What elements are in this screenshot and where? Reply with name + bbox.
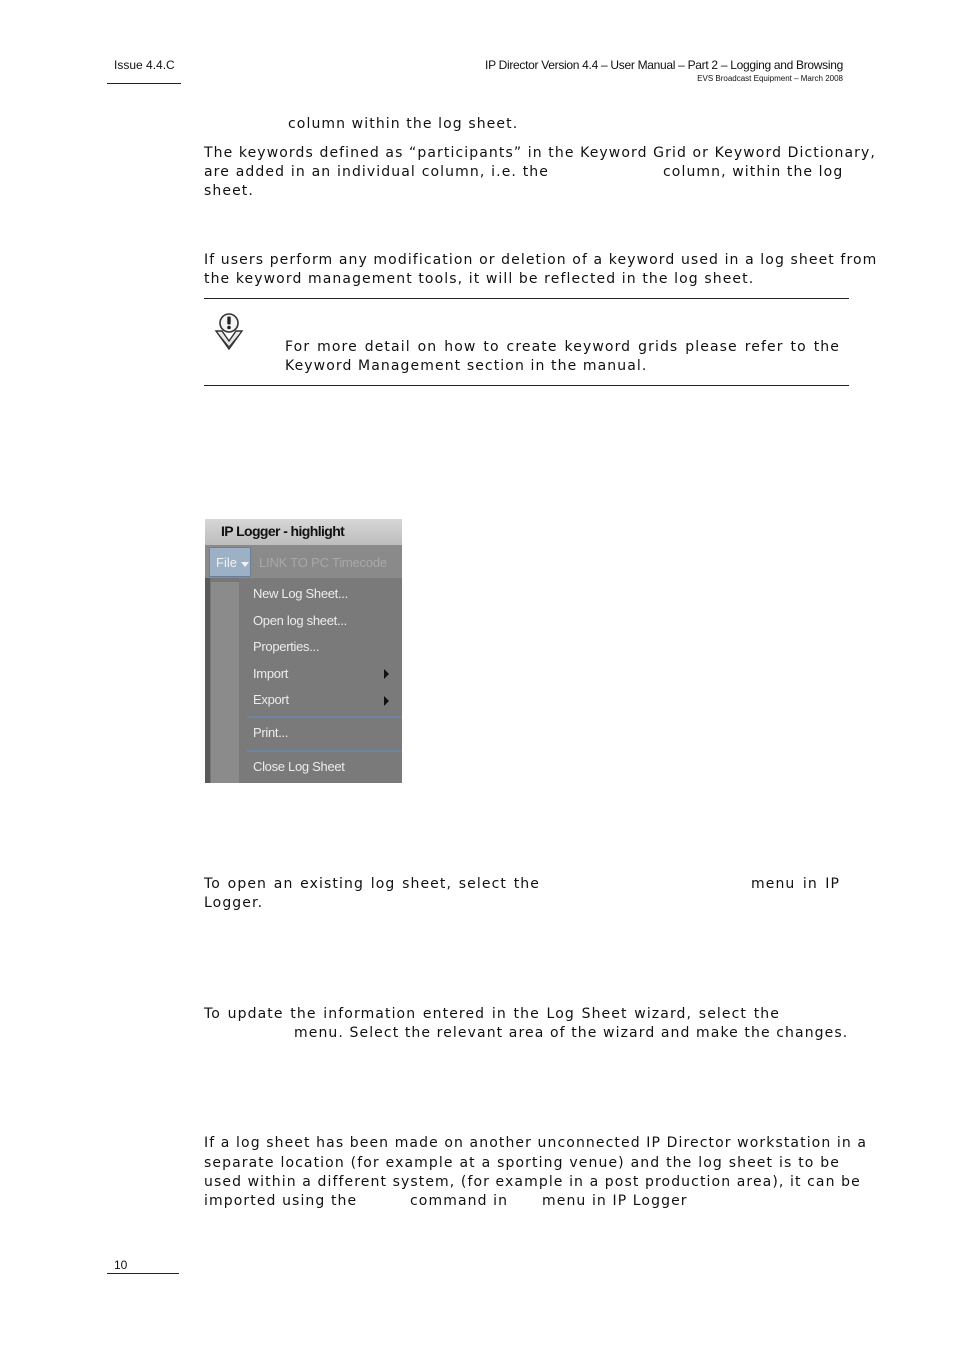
- text-line: sheet.: [204, 183, 254, 199]
- link-to-pc-timecode[interactable]: LINK TO PC Timecode: [259, 555, 387, 570]
- text-line: The keywords defined as “participants” in the Keyword Grid or Keyword Dictionary,: [204, 145, 876, 161]
- footer-rule: [107, 1273, 179, 1274]
- text-line: menu in IP Logger: [542, 1193, 688, 1209]
- submenu-arrow-icon: [384, 669, 389, 679]
- manual-subtitle: EVS Broadcast Equipment – March 2008: [697, 74, 843, 83]
- page-number: 10: [114, 1258, 128, 1272]
- note-top-rule: [204, 298, 849, 299]
- text-line: the keyword management tools, it will be reflected in the log sheet.: [204, 271, 755, 287]
- menu-separator: [247, 750, 402, 752]
- window-title: IP Logger - highlight: [221, 523, 345, 539]
- menu-item-new-log-sheet[interactable]: New Log Sheet...: [253, 586, 348, 601]
- window-title-bar: [205, 519, 402, 545]
- note-text-line: Keyword Management section in the manual.: [285, 358, 648, 374]
- note-attention-icon: [212, 311, 246, 351]
- submenu-arrow-icon: [384, 696, 389, 706]
- text-line: are added in an individual column, i.e. the: [204, 164, 549, 180]
- note-bottom-rule: [204, 385, 849, 386]
- menu-item-close-log-sheet[interactable]: Close Log Sheet: [253, 759, 345, 774]
- text-line: imported using the: [204, 1193, 358, 1209]
- text-line: column, within the log: [663, 164, 844, 180]
- header-rule: [107, 83, 181, 84]
- text-line: To open an existing log sheet, select the: [204, 876, 540, 892]
- menu-item-properties[interactable]: Properties...: [253, 639, 320, 654]
- menu-item-export[interactable]: Export: [253, 692, 289, 707]
- text-line: If a log sheet has been made on another unconnected IP Director workstation in a: [204, 1135, 868, 1151]
- text-line: column within the log sheet.: [288, 116, 519, 132]
- text-line: used within a different system, (for example in a post production area), it can be: [204, 1174, 861, 1190]
- text-line: Logger.: [204, 895, 264, 911]
- text-line: separate location (for example at a sporting venue) and the log sheet is to be: [204, 1155, 840, 1171]
- chevron-down-icon: [241, 562, 249, 567]
- menu-icon-gutter: [211, 582, 239, 783]
- text-line: If users perform any modification or deletion of a keyword used in a log sheet from: [204, 252, 878, 268]
- manual-title: IP Director Version 4.4 – User Manual – Part 2 – Logging and Browsing: [485, 58, 843, 72]
- menu-item-open-log-sheet[interactable]: Open log sheet...: [253, 613, 347, 628]
- text-line: menu in IP: [751, 876, 840, 892]
- text-line: To update the information entered in the Log Sheet wizard, select the: [204, 1006, 780, 1022]
- text-line: command in: [410, 1193, 509, 1209]
- file-menu-label: File: [216, 555, 237, 570]
- issue-label: Issue 4.4.C: [114, 58, 175, 72]
- menu-item-import[interactable]: Import: [253, 666, 289, 681]
- text-line: menu. Select the relevant area of the wizard and make the changes.: [294, 1025, 849, 1041]
- window-edge: [205, 578, 210, 783]
- note-text-line: For more detail on how to create keyword grids please refer to the: [285, 339, 840, 355]
- file-menu-button[interactable]: [209, 547, 251, 577]
- menu-separator: [247, 716, 402, 718]
- ip-logger-menu-screenshot: [205, 519, 402, 783]
- menu-item-print[interactable]: Print...: [253, 725, 289, 740]
